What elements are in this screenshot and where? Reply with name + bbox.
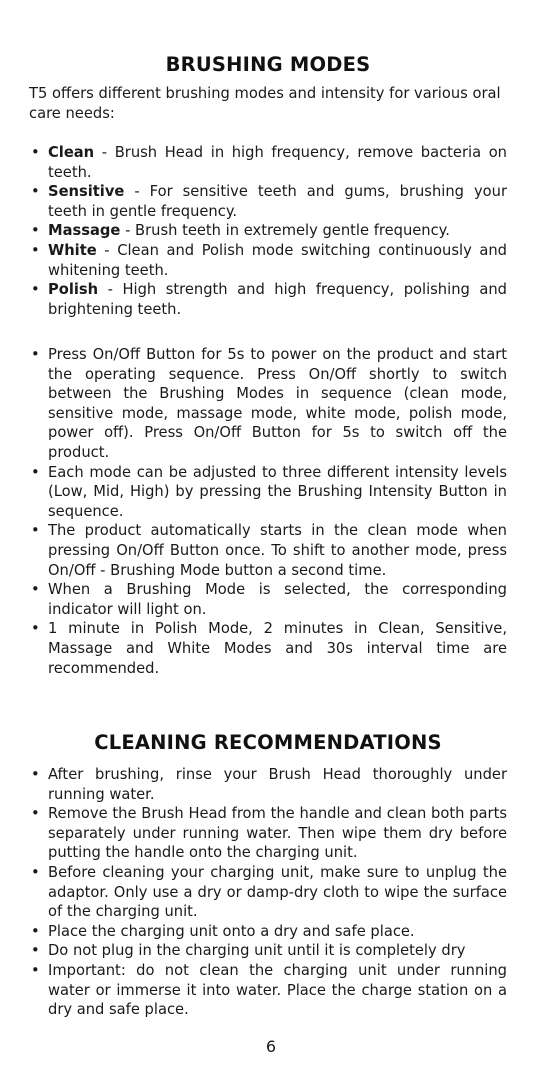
bullet: • — [31, 346, 40, 363]
mode-desc: - For sensitive teeth and gums, brushing your teeth in gentle frequency. — [48, 183, 507, 220]
cleaning-text: Remove the Brush Head from the handle and clean both parts separately under running water. Then wipe them dry before putting the handle onto the charging unit. — [48, 805, 507, 862]
cleaning-text: Before cleaning your charging unit, make sure to unplug the adaptor. Only use a dry or damp-dry cloth to wipe the surface of the charging unit. — [48, 863, 507, 921]
instruction-text: Press On/Off Button for 5s to power on the product and start the operating sequence. Press On/Off shortly to switch between the Brushing Modes in sequence (clean mode, sensitive mode, massage mode, white mode, polish mode, power off). Press On/Off Button for 5s to switch off the product. — [48, 346, 507, 461]
brushing-intro: T5 offers different brushing modes and intensity for various oral care needs: — [29, 85, 501, 122]
bullet: • — [31, 463, 40, 481]
cleaning-list — [29, 765, 507, 1020]
list-item — [29, 961, 507, 1020]
list-item — [29, 143, 507, 182]
bullet: • — [31, 241, 40, 259]
bullet: • — [31, 863, 40, 881]
bullet: • — [31, 922, 40, 940]
cleaning-text: Important: do not clean the charging unit under running water or immerse it into water. Place the charge station on a dry and safe place. — [48, 961, 507, 1019]
list-item — [29, 182, 507, 221]
mode-name: Polish — [48, 281, 99, 299]
cleaning-text: Place the charging unit onto a dry and safe place. — [48, 922, 415, 940]
instruction-text: The product automatically starts in the clean mode when pressing On/Off Button once. To shift to another mode, press On/Off - Brushing Mode button a second time. — [48, 522, 507, 579]
bullet: • — [31, 281, 40, 299]
list-item — [29, 765, 507, 804]
mode-desc: - Clean and Polish mode switching continuously and whitening teeth. — [48, 241, 507, 279]
section-title-cleaning: CLEANING RECOMMENDATIONS — [94, 731, 442, 754]
list-item — [29, 863, 507, 922]
mode-desc: - High strength and high frequency, polishing and brightening teeth. — [48, 281, 507, 318]
list-item — [29, 804, 507, 863]
list-item — [29, 922, 507, 942]
list-item — [29, 619, 507, 678]
list-item — [29, 580, 507, 619]
list-item — [29, 280, 507, 319]
bullet: • — [31, 961, 40, 979]
bullet: • — [31, 766, 40, 783]
bullet: • — [31, 144, 40, 161]
bullet: • — [31, 581, 40, 599]
page-number: 6 — [265, 1037, 277, 1056]
cleaning-text: After brushing, rinse your Brush Head thoroughly under running water. — [48, 766, 507, 803]
mode-name: Clean — [48, 144, 95, 161]
list-item — [29, 241, 507, 280]
list-item — [29, 221, 507, 241]
mode-desc: - Brush Head in high frequency, remove bacteria on teeth. — [48, 144, 507, 181]
list-item — [29, 941, 507, 961]
bullet: • — [31, 942, 40, 960]
bullet: • — [31, 183, 40, 201]
operation-instructions-list — [29, 345, 507, 678]
list-item — [29, 345, 507, 463]
instruction-text: Each mode can be adjusted to three different intensity levels (Low, Mid, High) by pressing the Brushing Intensity Button in sequence. — [48, 463, 507, 520]
bullet: • — [31, 620, 40, 638]
instruction-text: When a Brushing Mode is selected, the corresponding indicator will light on. — [48, 581, 507, 618]
list-item — [29, 521, 507, 580]
list-item — [29, 463, 507, 522]
cleaning-text: Do not plug in the charging unit until it is completely dry — [48, 942, 466, 960]
section-title-brushing-modes: BRUSHING MODES — [165, 53, 371, 76]
bullet: • — [31, 522, 40, 540]
mode-name: Massage — [48, 222, 121, 240]
bullet: • — [31, 222, 40, 240]
mode-desc: - Brush teeth in extremely gentle frequency. — [120, 222, 450, 240]
brushing-modes-list — [29, 143, 507, 319]
mode-name: White — [48, 241, 97, 259]
instruction-text: 1 minute in Polish Mode, 2 minutes in Clean, Sensitive, Massage and White Modes and 30s interval time are recommended. — [48, 620, 507, 677]
bullet: • — [31, 805, 40, 823]
mode-name: Sensitive — [48, 183, 125, 201]
